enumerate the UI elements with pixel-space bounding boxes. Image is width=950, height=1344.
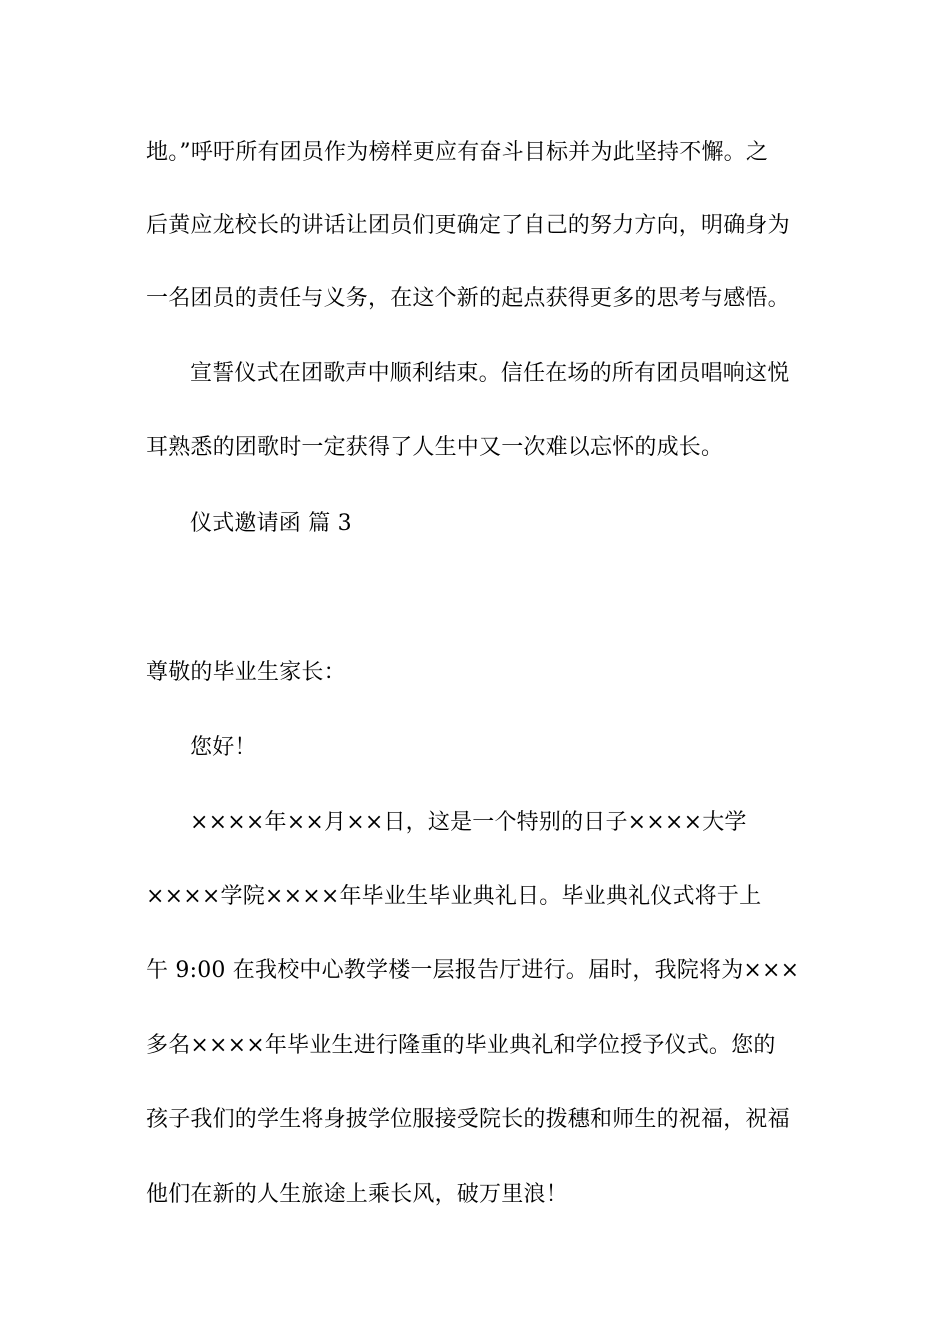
paragraph-line: 多名××××年毕业生进行隆重的毕业典礼和学位授予仪式。您的	[146, 1033, 776, 1058]
paragraph-line: 宣誓仪式在团歌声中顺利结束。信任在场的所有团员唱响这悦	[190, 361, 790, 386]
paragraph-line: 地。”呼吁所有团员作为榜样更应有奋斗目标并为此坚持不懈。之	[146, 140, 769, 165]
greeting: 您好！	[190, 735, 257, 760]
paragraph-line: ××××年××月××日，这是一个特别的日子××××大学	[190, 810, 747, 835]
paragraph-line: ××××学院××××年毕业生毕业典礼日。毕业典礼仪式将于上	[146, 884, 762, 909]
paragraph-line: 后黄应龙校长的讲话让团员们更确定了自己的努力方向，明确身为	[146, 213, 790, 238]
paragraph-line: 孩子我们的学生将身披学位服接受院长的拨穗和师生的祝福，祝福	[146, 1107, 790, 1132]
paragraph-line: 耳熟悉的团歌时一定获得了人生中又一次难以忘怀的成长。	[146, 435, 724, 460]
paragraph-line: 午 9:00 在我校中心教学楼一层报告厅进行。届时，我院将为×××	[146, 958, 800, 983]
salutation: 尊敬的毕业生家长：	[146, 660, 346, 685]
paragraph-line: 他们在新的人生旅途上乘长风，破万里浪！	[146, 1182, 568, 1207]
paragraph-line: 一名团员的责任与义务，在这个新的起点获得更多的思考与感悟。	[146, 286, 790, 311]
section-heading: 仪式邀请函 篇 3	[190, 511, 352, 536]
